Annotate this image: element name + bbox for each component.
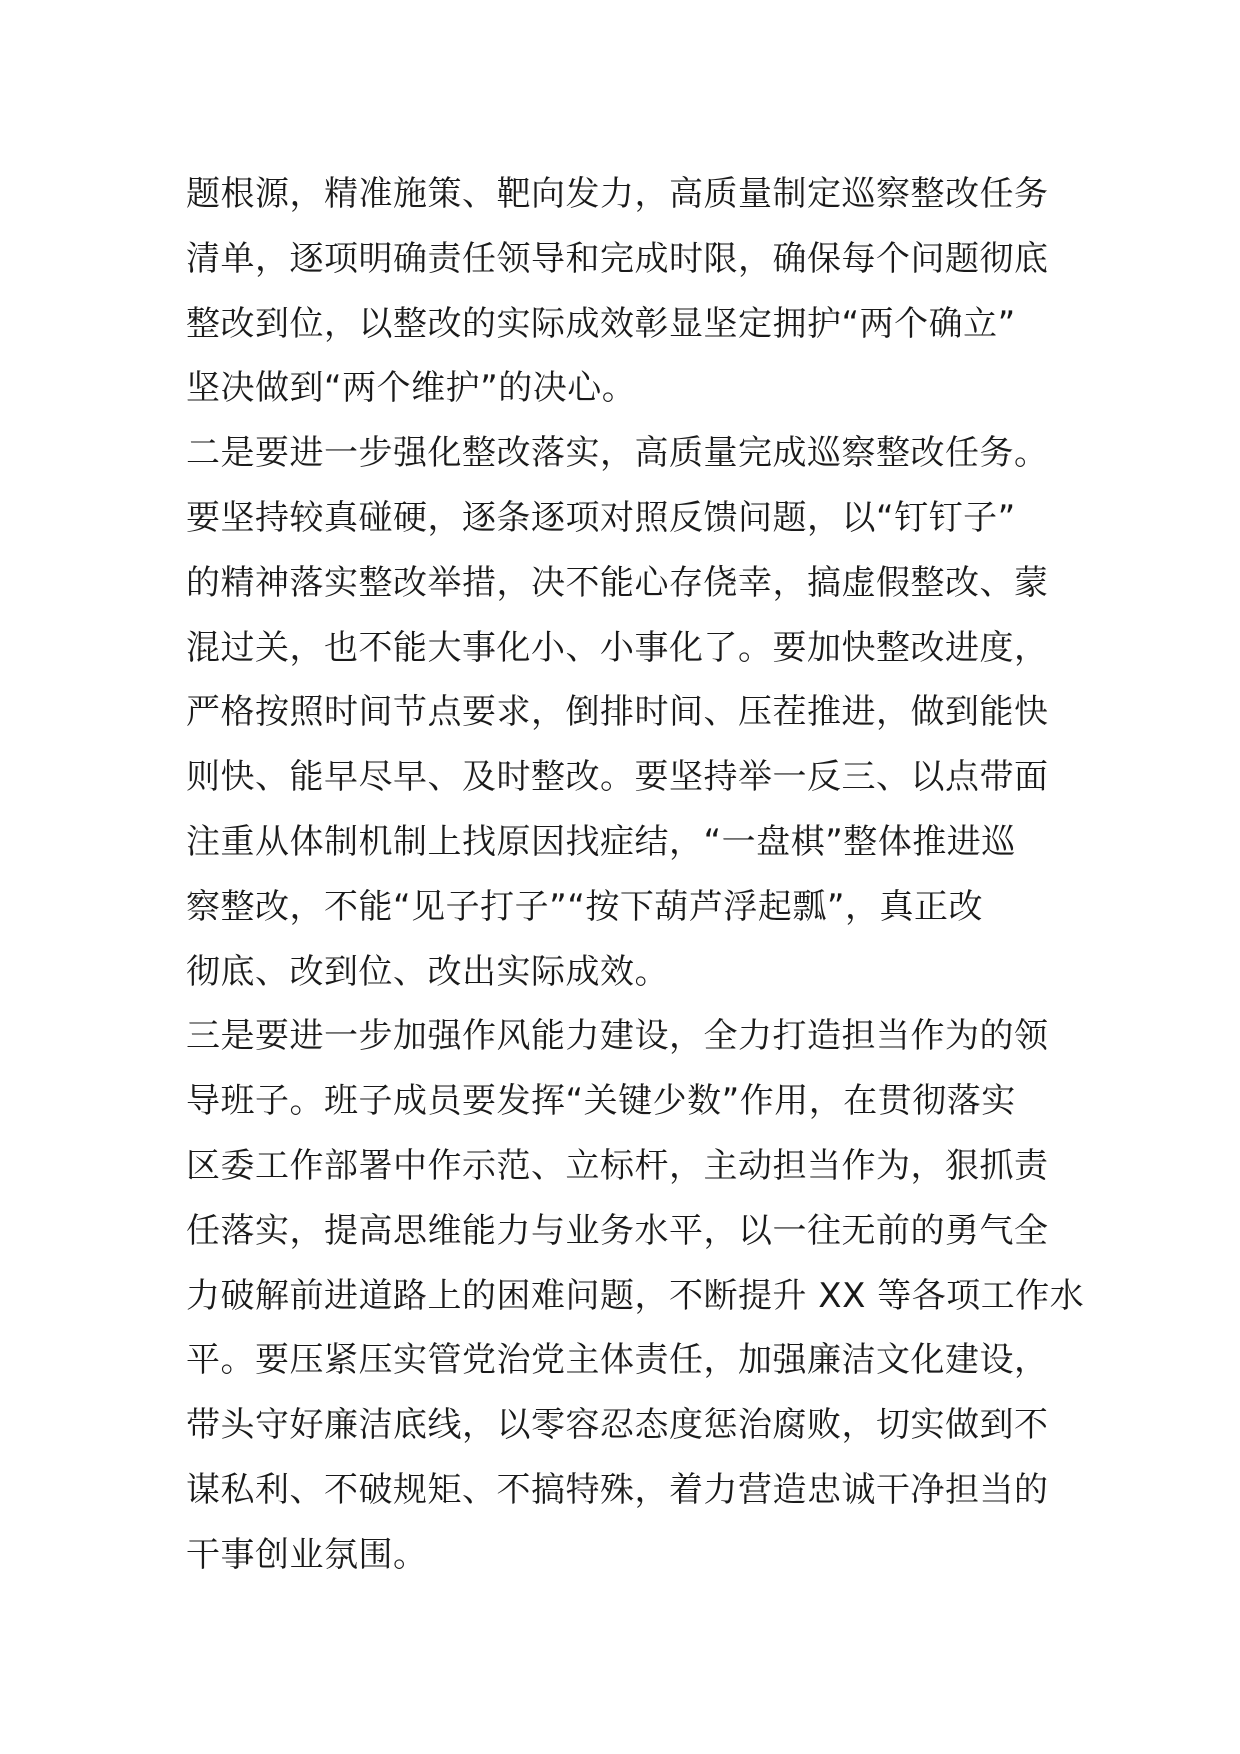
text-line: 平。要压紧压实管党治党主体责任，加强廉洁文化建设，: [186, 1340, 1049, 1381]
text-line: 任落实，提高思维能力与业务水平，以一往无前的勇气全: [186, 1210, 1049, 1251]
text-line: 干事创业氛围。: [186, 1534, 428, 1575]
text-line: 题根源，精准施策、靶向发力，高质量制定巡察整改任务: [186, 174, 1049, 214]
text-line: 清单，逐项明确责任领导和完成时限，确保每个问题彻底: [186, 238, 1049, 279]
text-line: 坚决做到“两个维护”的决心。: [186, 368, 637, 409]
text-line: 察整改，不能“见子打子”“按下葫芦浮起瓢”，真正改: [186, 886, 983, 927]
text-line: 混过关，也不能大事化小、小事化了。要加快整改进度，: [186, 627, 1049, 668]
text-line: 彻底、改到位、改出实际成效。: [186, 951, 669, 992]
text-line: 导班子。班子成员要发挥“关键少数”作用，在贯彻落实: [186, 1081, 1016, 1122]
text-line: 注重从体制机制上找原因找症结，“一盘棋”整体推进巡: [186, 821, 1016, 862]
text-line: 力破解前进道路上的困难问题，不断提升 XX 等各项工作水: [186, 1275, 1085, 1316]
text-line: 严格按照时间节点要求，倒排时间、压茬推进，做到能快: [186, 692, 1049, 733]
text-line: 区委工作部署中作示范、立标杆，主动担当作为，狠抓责: [186, 1145, 1049, 1186]
text-line: 带头守好廉洁底线，以零容忍态度惩治腐败，切实做到不: [186, 1405, 1049, 1446]
text-line: 要坚持较真碰硬，逐条逐项对照反馈问题，以“钉钉子”: [186, 497, 1016, 538]
text-line: 整改到位，以整改的实际成效彰显坚定拥护“两个确立”: [186, 303, 1016, 344]
text-line: 三是要进一步加强作风能力建设，全力打造担当作为的领: [186, 1016, 1049, 1057]
text-line: 二是要进一步强化整改落实，高质量完成巡察整改任务。: [186, 433, 1049, 474]
text-line: 谋私利、不破规矩、不搞特殊，着力营造忠诚干净担当的: [186, 1469, 1049, 1510]
text-line: 则快、能早尽早、及时整改。要坚持举一反三、以点带面: [186, 757, 1049, 798]
text-line: 的精神落实整改举措，决不能心存侥幸，搞虚假整改、蒙: [186, 562, 1049, 603]
body-text: [186, 162, 1085, 1588]
